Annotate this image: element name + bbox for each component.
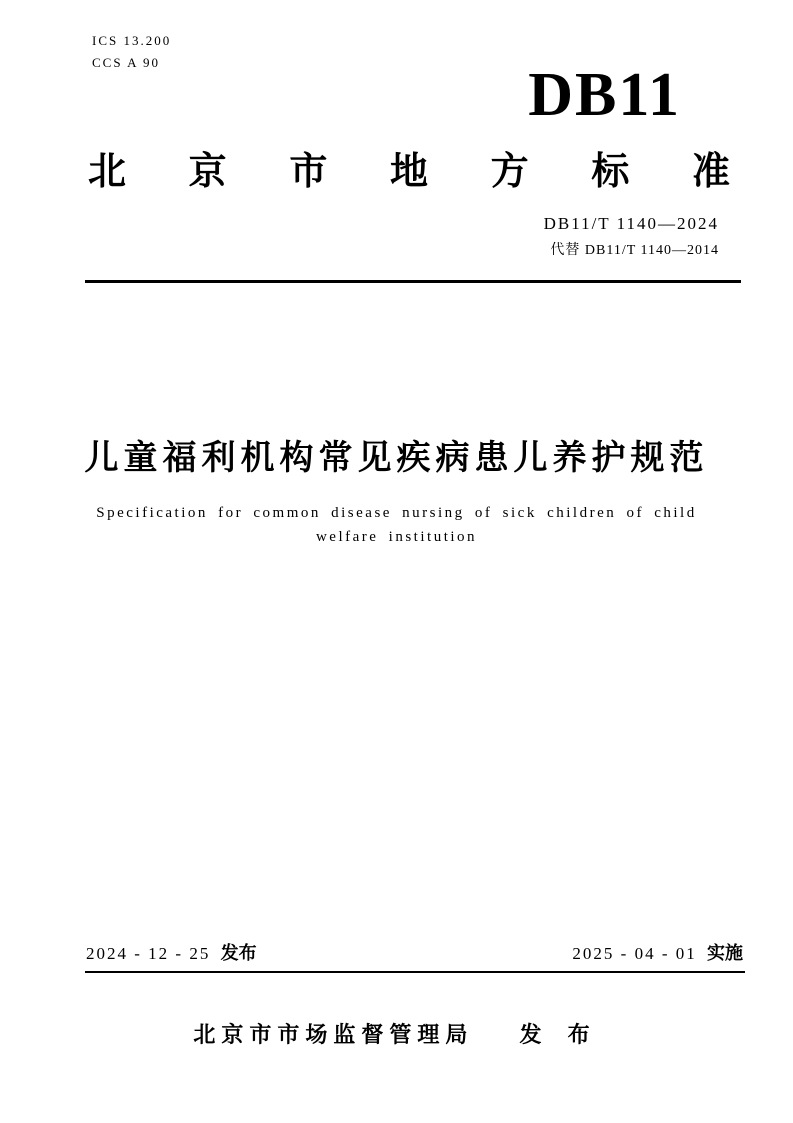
standard-type-title: 北 京 市 地 方 标 准 [88, 151, 730, 193]
issuer-name: 北京市市场监督管理局 [193, 1022, 474, 1047]
document-title-en [47, 501, 747, 549]
title-en-line2: welfare institution [315, 529, 478, 545]
standard-number: DB11/T 1140—2024 [543, 214, 719, 233]
header-rule [85, 280, 741, 283]
issuer-line [0, 1018, 793, 1049]
implementation-date [572, 942, 743, 965]
document-title-zh: 儿童福利机构常见疾病患儿养护规范 [84, 439, 709, 477]
dates-row [86, 942, 743, 965]
db11-logo: DB11 [528, 61, 681, 129]
release-date-label: 发布 [220, 943, 257, 963]
implementation-date-label: 实施 [707, 943, 743, 963]
ccs-code: CCS A 90 [92, 55, 161, 70]
release-date [86, 942, 257, 965]
implementation-date-value: 2025 - 04 - 01 [572, 944, 697, 963]
footer-rule [85, 971, 745, 973]
replaces-note: 代替 DB11/T 1140—2014 [550, 243, 719, 258]
ics-code: ICS 13.200 [92, 33, 172, 48]
issue-label: 发 布 [519, 1022, 600, 1047]
title-en-line1: Specification for common disease nursing of sick children of child [96, 505, 697, 521]
release-date-value: 2024 - 12 - 25 [86, 944, 211, 963]
